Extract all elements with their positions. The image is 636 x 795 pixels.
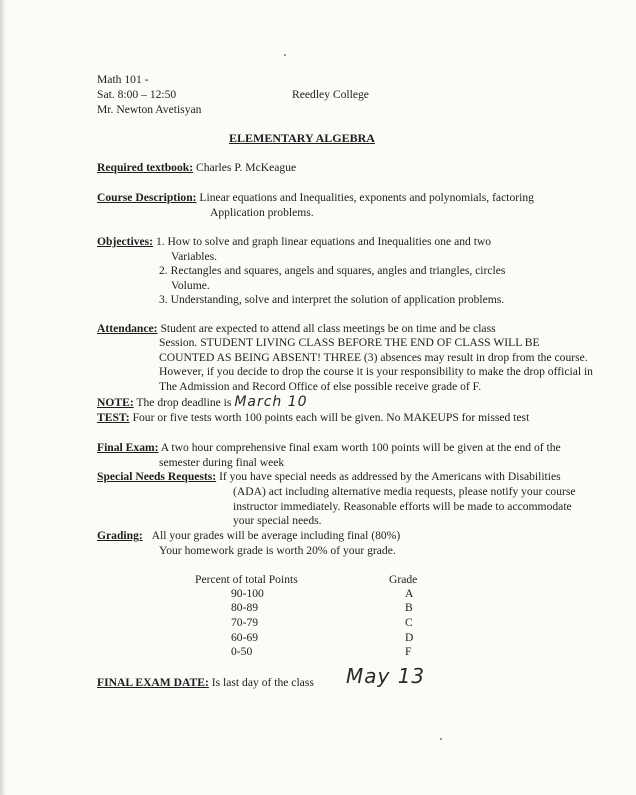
attendance-text-1: Student are expected to attend all class meetings be on time and be class [160, 322, 496, 335]
description-label: Course Description: [97, 191, 197, 204]
objective-2-text: 2. Rectangles and squares, angels and squares, angles and triangles, circles [159, 264, 506, 277]
textbook-line [97, 161, 296, 175]
objective-1-text: 1. How to solve and graph linear equations and Inequalities one and two [155, 235, 492, 248]
grade-range: 90-100 [231, 587, 264, 600]
special-needs-label: Special Needs Requests: [97, 470, 217, 483]
test-text: Four or five tests worth 100 points each will be given. No MAKEUPS for missed test [132, 411, 530, 424]
description-text-2: Application problems. [210, 206, 314, 219]
test-line [97, 411, 529, 425]
objectives-line-1 [97, 235, 491, 249]
note-label: NOTE: [97, 396, 134, 409]
objective-2-cont: Volume. [171, 279, 210, 292]
objective-1-cont: Variables. [171, 250, 218, 263]
scan-speck [284, 54, 286, 56]
grade-range: 60-69 [231, 631, 259, 644]
note-text: The drop deadline is [136, 396, 232, 409]
course-code: Math 101 - [97, 73, 149, 86]
textbook-label: Required textbook: [97, 161, 194, 174]
course-schedule: Sat. 8:00 – 12:50 [97, 88, 177, 101]
test-label: TEST: [97, 411, 130, 424]
grade-range: 70-79 [231, 616, 259, 629]
special-needs-text-1: If you have special needs as addressed by the Americans with Disabilities [219, 470, 561, 483]
grade-letter: F [405, 645, 412, 658]
special-needs-text-2: (ADA) act including alternative media requests, please notify your course [233, 485, 576, 498]
attendance-line-1 [97, 322, 496, 336]
description-text-1: Linear equations and Inequalities, exponents and polynomials, factoring [199, 191, 534, 204]
grading-label: Grading: [97, 529, 143, 542]
grade-range: 80-89 [231, 601, 259, 614]
textbook-value: Charles P. McKeague [196, 161, 297, 174]
final-exam-label: Final Exam: [97, 441, 159, 454]
final-exam-date-label: FINAL EXAM DATE: [97, 676, 209, 689]
objective-3-text: 3. Understanding, solve and interpret the solution of application problems. [159, 293, 505, 306]
special-needs-line-1 [97, 470, 561, 484]
grade-table-header-grade: Grade [389, 573, 418, 586]
grade-range: 0-50 [231, 645, 253, 658]
document-title: ELEMENTARY ALGEBRA [229, 131, 375, 145]
scan-speck [440, 738, 442, 740]
grade-table-header-points: Percent of total Points [195, 573, 298, 586]
grade-letter: A [405, 587, 414, 600]
college-name: Reedley College [292, 88, 369, 101]
objectives-label: Objectives: [97, 235, 154, 248]
final-exam-text-2: semester during final week [159, 456, 285, 469]
final-exam-line-1 [97, 441, 561, 455]
final-exam-date-line [97, 676, 314, 690]
description-line-1 [97, 191, 534, 205]
attendance-text-4: However, if you decide to drop the course it is your responsibility to make the drop official in [159, 365, 593, 378]
attendance-text-3: COUNTED AS BEING ABSENT! THREE (3) absences may result in drop from the course. [159, 351, 588, 364]
special-needs-text-3: instructor immediately. Reasonable efforts will be made to accommodate [233, 500, 572, 513]
attendance-label: Attendance: [97, 322, 158, 335]
attendance-text-2: Session. STUDENT LIVING CLASS BEFORE THE END OF CLASS WILL BE [159, 336, 540, 349]
final-exam-date-handwritten: May 13 [346, 664, 426, 688]
scan-edge-shadow [0, 0, 6, 795]
grade-letter: C [405, 616, 413, 629]
final-exam-text-1: A two hour comprehensive final exam worth 100 points will be given at the end of the [160, 441, 561, 454]
attendance-text-5: The Admission and Record Office of else possible receive grade of F. [159, 380, 482, 393]
grading-text-2: Your homework grade is worth 20% of your grade. [159, 544, 396, 557]
grade-letter: D [405, 631, 414, 644]
grade-letter: B [405, 601, 413, 614]
special-needs-text-4: your special needs. [233, 514, 322, 527]
note-line [97, 395, 308, 410]
final-exam-date-text: Is last day of the class [211, 676, 314, 689]
grading-line-1 [97, 529, 400, 543]
grading-text-1: All your grades will be average including final (80%) [151, 529, 401, 542]
instructor-name: Mr. Newton Avetisyan [97, 103, 202, 116]
drop-deadline-handwritten: March 10 [234, 394, 308, 410]
